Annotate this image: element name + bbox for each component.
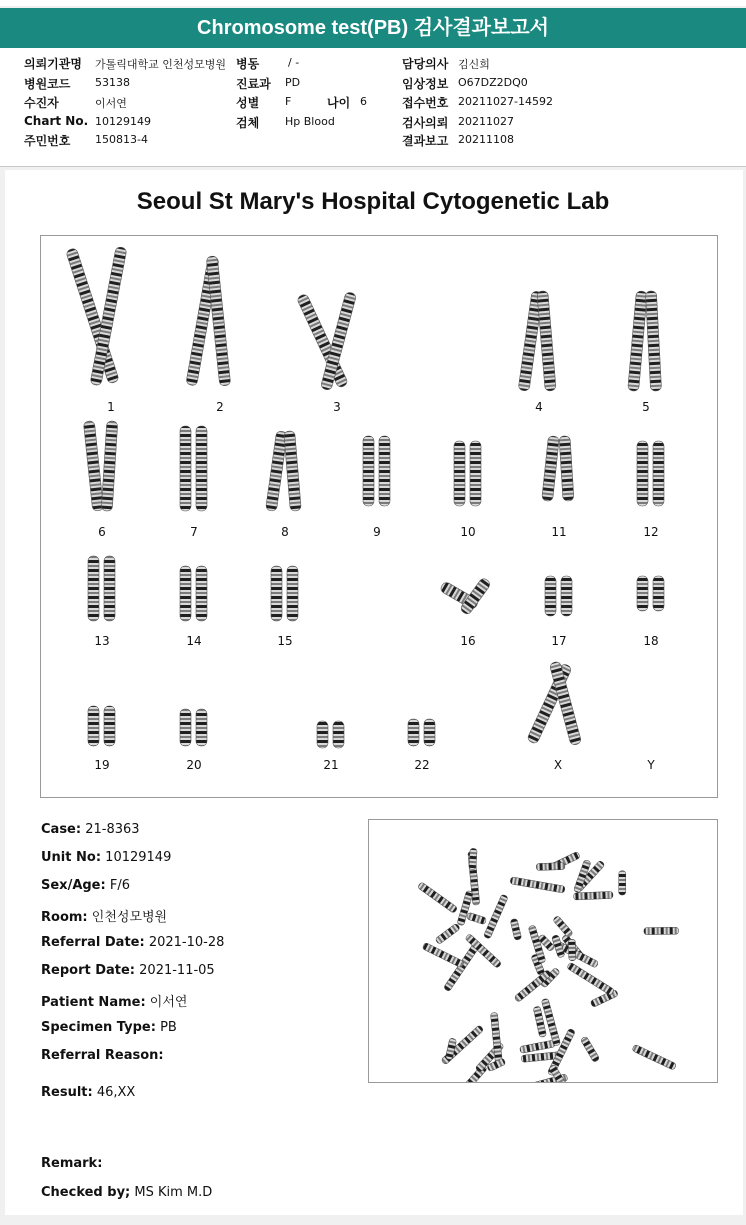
chromosome-label: 7	[190, 525, 198, 539]
field-label: Patient Name:	[41, 995, 146, 1010]
karyogram-panel	[40, 235, 718, 798]
info-label: Chart No.	[24, 114, 89, 128]
chromosome-pair	[88, 556, 115, 621]
field-label: Room:	[41, 910, 88, 925]
metaphase-chromosome	[536, 862, 565, 870]
info-value: 김신희	[458, 58, 490, 71]
chromosome-label: 19	[94, 758, 110, 772]
field-label: Specimen Type:	[41, 1020, 156, 1035]
chromosome	[653, 576, 664, 611]
chromosome-pair	[317, 721, 344, 748]
chromosome-label: 11	[551, 525, 567, 539]
field-label: Remark:	[41, 1156, 103, 1171]
field-label: Referral Reason:	[41, 1048, 164, 1063]
info-value: O67DZ2DQ0	[458, 76, 528, 89]
chromosome-label: 20	[186, 758, 202, 772]
metaphase-spread	[369, 820, 717, 1082]
info-value: F	[285, 95, 292, 108]
field-value: MS Kim M.D	[134, 1185, 213, 1200]
chromosome-pair	[408, 719, 435, 746]
chromosome	[265, 431, 287, 512]
metaphase-chromosome	[619, 871, 626, 895]
chromosome-label: 17	[551, 634, 567, 648]
chromosome-pair	[66, 246, 127, 386]
chromosome	[537, 291, 556, 392]
chromosome-label: X	[553, 758, 563, 772]
chromosome-pair	[518, 291, 556, 392]
chromosome	[104, 706, 115, 746]
info-value: 20211027	[458, 115, 514, 128]
metaphase-chromosome	[422, 942, 464, 968]
metaphase-chromosome	[580, 1036, 600, 1063]
chromosome	[561, 576, 572, 616]
chromosome	[408, 719, 419, 746]
chromosome	[379, 436, 390, 506]
info-label: 검체	[236, 116, 260, 130]
field-unit-no	[41, 850, 171, 865]
chromosome	[637, 441, 648, 506]
chromosome-pair	[265, 431, 301, 512]
info-label: 주민번호	[24, 134, 71, 148]
info-value: 6	[360, 95, 367, 108]
chromosome-pair	[542, 436, 574, 502]
metaphase-chromosome	[541, 998, 560, 1046]
chromosome	[196, 426, 207, 511]
chromosome	[559, 436, 574, 502]
info-value: PD	[285, 76, 301, 89]
metaphase-chromosome	[510, 877, 565, 893]
metaphase-chromosome	[520, 1040, 556, 1054]
field-sex-age	[41, 878, 130, 893]
chromosome	[196, 709, 207, 746]
chromosome	[363, 436, 374, 506]
metaphase-chromosome	[457, 890, 474, 926]
info-value: Hp Blood	[285, 115, 335, 128]
chromosome-pair	[186, 256, 231, 386]
chromosome-label: 2	[216, 400, 224, 414]
chromosome	[206, 256, 231, 386]
info-label: 담당의사	[402, 57, 449, 71]
info-label: 나이	[327, 96, 351, 110]
info-label: 임상정보	[402, 77, 449, 91]
lab-title: Seoul St Mary's Hospital Cytogenetic Lab	[136, 188, 610, 215]
field-label: Unit No:	[41, 850, 102, 865]
info-label: 병원코드	[24, 77, 71, 91]
field-value: 2021-11-05	[139, 963, 215, 978]
field-room	[41, 906, 167, 925]
chromosome-label: 5	[642, 400, 650, 414]
info-label: 의뢰기관명	[24, 57, 82, 71]
metaphase-chromosome	[574, 891, 614, 900]
chromosome	[637, 576, 648, 611]
field-value: 이서연	[149, 995, 188, 1010]
chromosome	[317, 721, 328, 748]
info-label: 병동	[236, 57, 260, 71]
chromosome-pair	[271, 566, 298, 621]
field-patient-name	[41, 991, 187, 1010]
chromosome-pair	[454, 441, 481, 506]
chromosome-pair	[637, 441, 664, 506]
metaphase-chromosome	[567, 962, 615, 996]
metaphase-chromosome	[644, 927, 679, 934]
karyogram-image	[41, 236, 717, 797]
field-report-date	[41, 963, 215, 978]
chromosome-label: 6	[98, 525, 106, 539]
metaphase-chromosome	[417, 882, 458, 914]
chromosome-label: 22	[414, 758, 430, 772]
chromosome-label: 21	[323, 758, 339, 772]
field-label: Case:	[41, 822, 82, 837]
chromosome	[470, 441, 481, 506]
field-value: PB	[160, 1020, 177, 1035]
chromosome	[104, 556, 115, 621]
chromosome	[284, 431, 302, 512]
chromosome-label: 4	[535, 400, 543, 414]
field-value: 인천성모병원	[91, 910, 168, 925]
metaphase-chromosome	[568, 939, 576, 961]
metaphase-chromosome	[632, 1044, 677, 1070]
chromosome	[180, 426, 191, 511]
chromosome	[287, 566, 298, 621]
info-value: / -	[288, 56, 300, 69]
field-value: 2021-10-28	[148, 935, 225, 950]
patient-info-panel	[0, 48, 746, 167]
chromosome	[628, 291, 648, 392]
field-value: 21-8363	[85, 822, 140, 837]
chromosome	[653, 441, 664, 506]
field-value: F/6	[109, 878, 130, 893]
chromosome-label: 15	[277, 634, 293, 648]
chromosome	[88, 706, 99, 746]
info-value: 10129149	[95, 115, 151, 128]
metaphase-image	[368, 819, 718, 1083]
info-label: 접수번호	[402, 96, 449, 110]
chromosome-pair	[83, 421, 117, 512]
chromosome	[333, 721, 344, 748]
chromosome-pair	[527, 661, 582, 746]
field-label: Checked by;	[41, 1185, 131, 1200]
chromosome	[542, 436, 560, 502]
chromosome-label: 3	[333, 400, 341, 414]
metaphase-chromosome	[443, 943, 479, 992]
field-case	[41, 822, 140, 837]
metaphase-chromosome	[466, 912, 486, 925]
field-specimen-type	[41, 1020, 177, 1035]
metaphase-chromosome	[552, 915, 573, 938]
field-label: Result:	[41, 1085, 93, 1100]
metaphase-chromosome	[469, 848, 477, 870]
chromosome-pair	[88, 706, 115, 746]
chromosome-label: 16	[460, 634, 476, 648]
info-value: 53138	[95, 76, 130, 89]
chromosome	[83, 421, 103, 512]
chromosome-pair	[628, 291, 662, 392]
chromosome-label: 18	[643, 634, 659, 648]
field-result	[41, 1085, 135, 1100]
field-referral-reason	[41, 1048, 164, 1063]
chromosome	[180, 709, 191, 746]
info-label: 검사의뢰	[402, 116, 449, 130]
report-title: Chromosome test(PB) 검사결과보고서	[0, 8, 746, 48]
field-checked-by	[41, 1185, 212, 1200]
field-value: 10129149	[105, 850, 172, 865]
chromosome-pair	[180, 426, 207, 511]
chromosome	[545, 576, 556, 616]
metaphase-chromosome	[483, 894, 508, 939]
chromosome-label: 13	[94, 634, 110, 648]
chromosome-label: 8	[281, 525, 289, 539]
chromosome	[424, 719, 435, 746]
info-value: 150813-4	[95, 133, 148, 146]
chromosome	[101, 421, 118, 512]
chromosome	[454, 441, 465, 506]
info-label: 성별	[236, 96, 260, 110]
field-label: Referral Date:	[41, 935, 145, 950]
top-border	[0, 0, 746, 6]
info-value: 가톨릭대학교 인천성모병원	[95, 58, 227, 71]
field-referral-date	[41, 935, 224, 950]
field-remark	[41, 1156, 102, 1171]
chromosome-pair	[439, 577, 491, 616]
chromosome	[645, 291, 661, 391]
field-value: 46,XX	[96, 1085, 136, 1100]
chromosome-pair	[180, 566, 207, 621]
chromosome-label: 14	[186, 634, 202, 648]
info-value: 이서연	[95, 97, 127, 110]
chromosome-pair	[363, 436, 390, 506]
chromosome-label: 10	[460, 525, 476, 539]
chromosome-pair	[637, 576, 664, 611]
chromosome	[271, 566, 282, 621]
info-value: 20211027-14592	[458, 95, 553, 108]
field-label: Sex/Age:	[41, 878, 106, 893]
chromosome-pair	[296, 291, 356, 390]
info-label: 진료과	[236, 77, 271, 91]
chromosome-pair	[180, 709, 207, 746]
chromosome	[180, 566, 191, 621]
chromosome	[88, 556, 99, 621]
metaphase-chromosome	[510, 918, 522, 940]
chromosome-label: Y	[647, 758, 655, 772]
chromosome-pair	[545, 576, 572, 616]
chromosome-label: 12	[643, 525, 659, 539]
metaphase-chromosome	[590, 989, 618, 1007]
info-label: 결과보고	[402, 134, 449, 148]
info-value: 20211108	[458, 133, 514, 146]
chromosome-label: 9	[373, 525, 381, 539]
info-label: 수진자	[24, 96, 59, 110]
metaphase-chromosome	[435, 923, 461, 945]
field-label: Report Date:	[41, 963, 136, 978]
chromosome	[196, 566, 207, 621]
chromosome-label: 1	[107, 400, 115, 414]
